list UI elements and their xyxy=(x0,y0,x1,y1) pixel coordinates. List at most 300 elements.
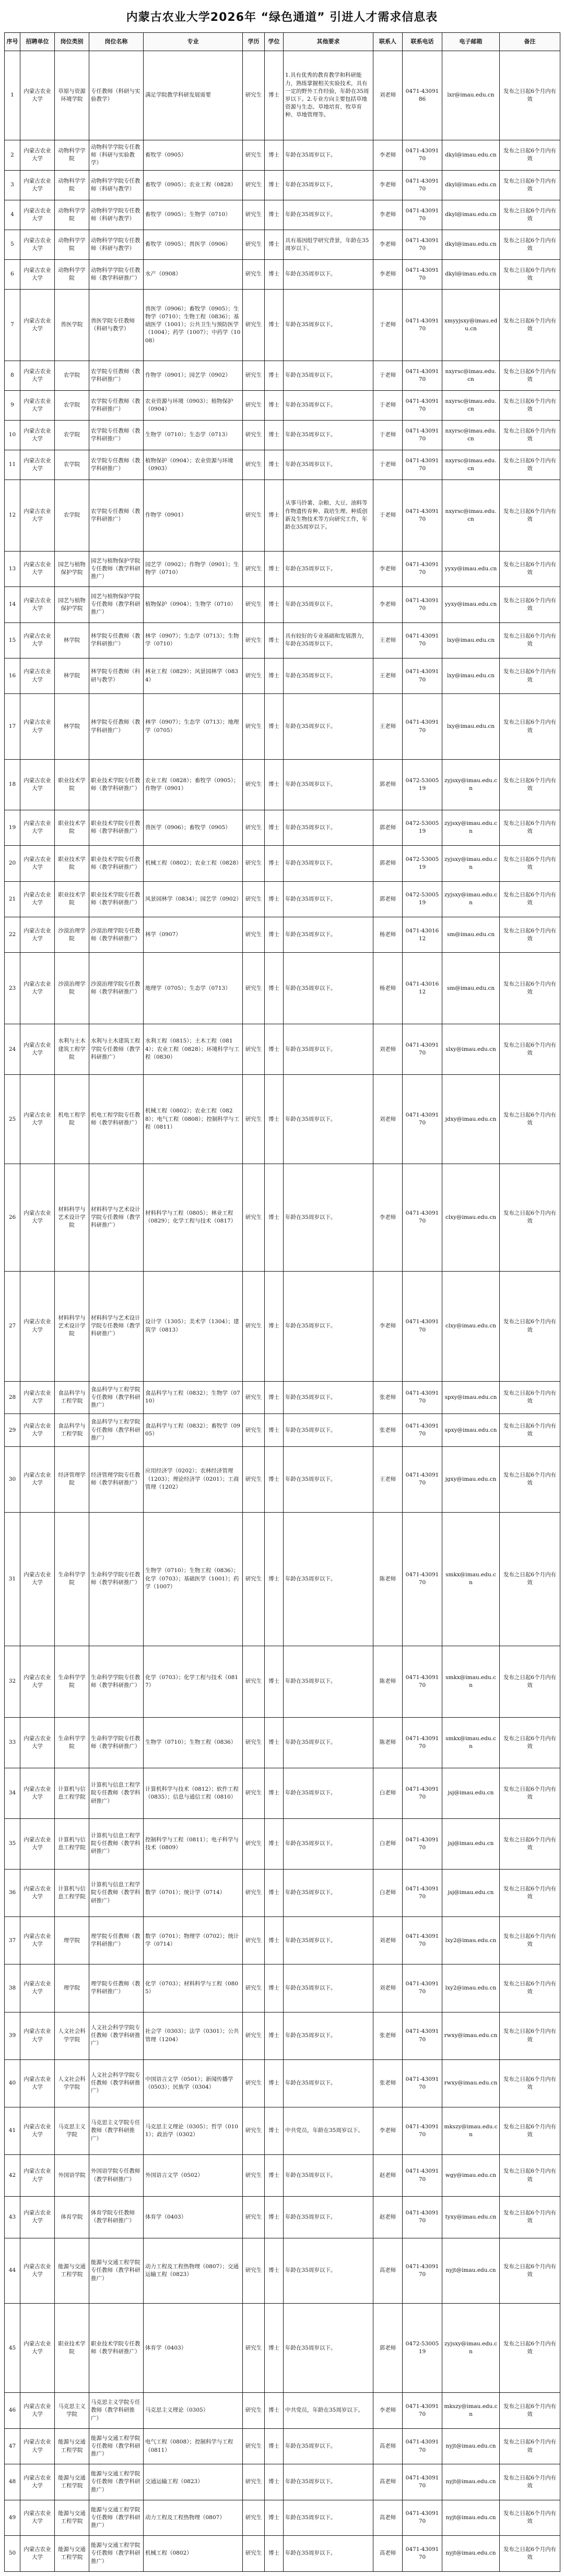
cell-phone: 0471-4309186 xyxy=(403,51,442,140)
cell-phone: 0471-4309170 xyxy=(403,1964,442,2012)
cell-edu: 研究生 xyxy=(243,1512,265,1646)
cell-edu: 研究生 xyxy=(243,289,265,361)
cell-phone: 0471-4309170 xyxy=(403,361,442,390)
cell-email[interactable]: nyjt@imau.edu.cn xyxy=(442,2428,500,2464)
cell-major: 兽医学（0906）；畜牧学（0905）；生物学（0710）；生物工程（0836）；基础医学（1001）；公共卫生与预防医学（1004）；药学（1007）；中药学（1008） xyxy=(144,289,243,361)
cell-major: 机械工程（0802）；农业工程（0828）；电气工程（0808）；控制科学与工程（0811） xyxy=(144,1075,243,1164)
cell-requirements: 年龄在35周岁以下。 xyxy=(284,694,373,759)
cell-major: 机械工程（0802） xyxy=(144,2536,243,2572)
cell-unit: 内蒙古农业大学 xyxy=(20,1717,55,1768)
cell-email[interactable]: lxy@imau.edu.cn xyxy=(442,622,500,658)
cell-major: 生物学（0710）；生物工程（0836） xyxy=(144,1717,243,1768)
cell-contact: 王老师 xyxy=(373,694,403,759)
cell-major: 动力工程及工程热物理（0807）；交通运输工程（0823） xyxy=(144,2238,243,2303)
cell-dept: 食品科学与工程学院 xyxy=(55,1414,89,1447)
cell-email[interactable]: dkyl@imau.edu.cn xyxy=(442,230,500,259)
cell-unit: 内蒙古农业大学 xyxy=(20,289,55,361)
cell-requirements: 年龄在35周岁以下。 xyxy=(284,1075,373,1164)
cell-no: 1 xyxy=(5,51,20,140)
cell-no: 38 xyxy=(5,1964,20,2012)
cell-phone: 0471-4309170 xyxy=(403,2107,442,2154)
cell-contact: 于老师 xyxy=(373,390,403,420)
cell-email[interactable]: xmyyjsxy@imau.edu.cn xyxy=(442,289,500,361)
cell-degree: 博士 xyxy=(265,259,284,289)
cell-post: 材料科学与艺术设计学院专任教师（教学科研推广） xyxy=(89,1271,144,1381)
cell-requirements: 年龄在35周岁以下。 xyxy=(284,2155,373,2197)
cell-note: 发布之日起6个月内有效 xyxy=(500,2012,560,2059)
cell-email[interactable]: dkyl@imau.edu.cn xyxy=(442,259,500,289)
cell-degree: 博士 xyxy=(265,200,284,230)
table-row xyxy=(5,1964,560,2012)
table-row xyxy=(5,2059,560,2107)
page-title: 内蒙古农业大学2026年 “绿色通道” 引进人才需求信息表 xyxy=(126,10,438,24)
cell-degree: 博士 xyxy=(265,1512,284,1646)
cell-edu: 研究生 xyxy=(243,694,265,759)
cell-phone: 0471-4309170 xyxy=(403,1869,442,1916)
cell-email[interactable]: dkyl@imau.edu.cn xyxy=(442,170,500,200)
cell-note: 发布之日起6个月内有效 xyxy=(500,1964,560,2012)
cell-unit: 内蒙古农业大学 xyxy=(20,1917,55,1964)
cell-degree: 博士 xyxy=(265,1869,284,1916)
cell-email[interactable]: nyjt@imau.edu.cn xyxy=(442,2500,500,2535)
cell-major: 林学（0907）；生态学（0713）；生物学（0710） xyxy=(144,622,243,658)
cell-unit: 内蒙古农业大学 xyxy=(20,450,55,480)
cell-dept: 林学院 xyxy=(55,658,89,693)
cell-dept: 农学院 xyxy=(55,390,89,420)
cell-phone: 0471-4309170 xyxy=(403,1075,442,1164)
cell-note: 发布之日起6个月内有效 xyxy=(500,1869,560,1916)
cell-edu: 研究生 xyxy=(243,1717,265,1768)
cell-post: 动物科学学院专任教师（科研与教学） xyxy=(89,170,144,200)
cell-note: 发布之日起6个月内有效 xyxy=(500,200,560,230)
cell-post: 马克思主义学院专任教师（教学科研推广） xyxy=(89,2393,144,2428)
recruitment-table xyxy=(4,32,560,2572)
cell-email[interactable]: lxy2@imau.edu.cn xyxy=(442,1964,500,2012)
cell-degree: 博士 xyxy=(265,1164,284,1271)
cell-note: 发布之日起6个月内有效 xyxy=(500,1447,560,1512)
cell-post: 生命科学学院专任教师（教学科研推广） xyxy=(89,1512,144,1646)
table-row xyxy=(5,881,560,917)
cell-no: 20 xyxy=(5,846,20,881)
cell-email[interactable]: sm@imau.edu.cn xyxy=(442,917,500,953)
cell-requirements: 年龄在35周岁以下。 xyxy=(284,551,373,586)
cell-email[interactable]: tyxy@imau.edu.cn xyxy=(442,2197,500,2238)
cell-degree: 博士 xyxy=(265,1381,284,1414)
cell-phone: 0471-4309170 xyxy=(403,259,442,289)
cell-degree: 博士 xyxy=(265,170,284,200)
cell-post: 食品科学与工程学院专任教师（教学科研推广） xyxy=(89,1381,144,1414)
cell-note: 发布之日起6个月内有效 xyxy=(500,420,560,450)
cell-requirements: 年龄在35周岁以下。 xyxy=(284,658,373,693)
cell-edu: 研究生 xyxy=(243,259,265,289)
cell-degree: 博士 xyxy=(265,1271,284,1381)
cell-email[interactable]: nyjt@imau.edu.cn xyxy=(442,2238,500,2303)
cell-major: 农业工程（0828）；畜牧学（0905）；作物学（0901） xyxy=(144,759,243,810)
cell-degree: 博士 xyxy=(265,2500,284,2535)
cell-unit: 内蒙古农业大学 xyxy=(20,2107,55,2154)
cell-degree: 博士 xyxy=(265,1717,284,1768)
cell-edu: 研究生 xyxy=(243,2536,265,2572)
cell-major: 化学（0703）；化学工程与技术（0817） xyxy=(144,1646,243,1718)
col-header-edu: 学历 xyxy=(243,33,265,51)
cell-dept: 林学院 xyxy=(55,694,89,759)
cell-post: 人文社会科学学院专任教师（教学科研推广） xyxy=(89,2012,144,2059)
cell-email[interactable]: mkszy@imau.edu.cn xyxy=(442,2107,500,2154)
cell-post: 外国语学院专任教师（教学科研推广） xyxy=(89,2155,144,2197)
cell-no: 45 xyxy=(5,2304,20,2393)
col-header-req: 其他要求 xyxy=(284,33,373,51)
cell-unit: 内蒙古农业大学 xyxy=(20,200,55,230)
cell-edu: 研究生 xyxy=(243,1164,265,1271)
cell-no: 43 xyxy=(5,2197,20,2238)
cell-email[interactable]: nyjt@imau.edu.cn xyxy=(442,2536,500,2572)
cell-major: 风景园林学（0834）；园艺学（0902） xyxy=(144,881,243,917)
cell-post: 职业技术学院专任教师（教学科研推广） xyxy=(89,2304,144,2393)
cell-email[interactable]: zyjsxy@imau.edu.cn xyxy=(442,810,500,845)
cell-note: 发布之日起6个月内有效 xyxy=(500,917,560,953)
cell-no: 15 xyxy=(5,622,20,658)
cell-email[interactable]: lxy@imau.edu.cn xyxy=(442,694,500,759)
cell-degree: 博士 xyxy=(265,51,284,140)
cell-edu: 研究生 xyxy=(243,2012,265,2059)
cell-post: 农学院专任教师（教学科研推广） xyxy=(89,480,144,551)
cell-email[interactable]: nxyrsc@imau.edu.cn xyxy=(442,390,500,420)
cell-no: 4 xyxy=(5,200,20,230)
cell-phone: 0471-4309170 xyxy=(403,1414,442,1447)
cell-email[interactable]: dkyl@imau.edu.cn xyxy=(442,140,500,171)
cell-no: 39 xyxy=(5,2012,20,2059)
cell-requirements: 中共党员，年龄在35周岁以下。 xyxy=(284,2107,373,2154)
cell-requirements: 年龄在35周岁以下。 xyxy=(284,2536,373,2572)
cell-edu: 研究生 xyxy=(243,1646,265,1718)
cell-edu: 研究生 xyxy=(243,361,265,390)
cell-edu: 研究生 xyxy=(243,2464,265,2500)
cell-edu: 研究生 xyxy=(243,51,265,140)
cell-dept: 计算机与信息工程学院 xyxy=(55,1768,89,1818)
cell-contact: 高老师 xyxy=(373,2500,403,2535)
cell-email[interactable]: yyxy@imau.edu.cn xyxy=(442,587,500,622)
table-row xyxy=(5,2012,560,2059)
cell-no: 8 xyxy=(5,361,20,390)
cell-post: 能源与交通工程学院专任教师（教学科研推广） xyxy=(89,2464,144,2500)
cell-phone: 0471-4309170 xyxy=(403,587,442,622)
cell-post: 农学院专任教师（教学科研推广） xyxy=(89,450,144,480)
cell-email[interactable]: mkszy@imau.edu.cn xyxy=(442,2393,500,2428)
cell-dept: 农学院 xyxy=(55,361,89,390)
cell-note: 发布之日起6个月内有效 xyxy=(500,1646,560,1718)
cell-no: 49 xyxy=(5,2500,20,2535)
cell-contact: 杨老师 xyxy=(373,953,403,1024)
cell-unit: 内蒙古农业大学 xyxy=(20,480,55,551)
cell-phone: 0471-4309170 xyxy=(403,140,442,171)
cell-dept: 能源与交通工程学院 xyxy=(55,2500,89,2535)
cell-email[interactable]: rwxy@imau.edu.cn xyxy=(442,2059,500,2107)
cell-phone: 0471-4309170 xyxy=(403,1447,442,1512)
cell-unit: 内蒙古农业大学 xyxy=(20,551,55,586)
cell-dept: 能源与交通工程学院 xyxy=(55,2428,89,2464)
cell-dept: 材料科学与艺术设计学院 xyxy=(55,1271,89,1381)
table-row xyxy=(5,658,560,693)
cell-email[interactable]: yyxy@imau.edu.cn xyxy=(442,551,500,586)
cell-degree: 博士 xyxy=(265,140,284,171)
cell-post: 理学院专任教师（教学科研推广） xyxy=(89,1917,144,1964)
cell-contact: 于老师 xyxy=(373,450,403,480)
cell-no: 5 xyxy=(5,230,20,259)
cell-edu: 研究生 xyxy=(243,200,265,230)
cell-post: 计算机与信息工程学院专任教师（教学科研推广） xyxy=(89,1768,144,1818)
cell-email[interactable]: jsj@imau.edu.cn xyxy=(442,1768,500,1818)
cell-email[interactable]: nxyrsc@imau.edu.cn xyxy=(442,480,500,551)
cell-no: 47 xyxy=(5,2428,20,2464)
cell-note: 发布之日起6个月内有效 xyxy=(500,2393,560,2428)
cell-no: 44 xyxy=(5,2238,20,2303)
cell-note: 发布之日起6个月内有效 xyxy=(500,2536,560,2572)
cell-email[interactable]: smkx@imau.edu.cn xyxy=(442,1717,500,1768)
cell-edu: 研究生 xyxy=(243,2393,265,2428)
cell-email[interactable]: zyjsxy@imau.edu.cn xyxy=(442,2304,500,2393)
cell-dept: 动物科学学院 xyxy=(55,230,89,259)
cell-contact: 陈老师 xyxy=(373,1717,403,1768)
cell-note: 发布之日起6个月内有效 xyxy=(500,1381,560,1414)
cell-dept: 动物科学学院 xyxy=(55,200,89,230)
cell-edu: 研究生 xyxy=(243,1075,265,1164)
cell-unit: 内蒙古农业大学 xyxy=(20,2197,55,2238)
cell-major: 植物保护（0904）；农业资源与环境（0903） xyxy=(144,450,243,480)
cell-edu: 研究生 xyxy=(243,917,265,953)
cell-contact: 张老师 xyxy=(373,2012,403,2059)
cell-contact: 白老师 xyxy=(373,1768,403,1818)
cell-unit: 内蒙古农业大学 xyxy=(20,51,55,140)
cell-note: 发布之日起6个月内有效 xyxy=(500,694,560,759)
cell-post: 能源与交通工程学院专任教师（教学科研推广） xyxy=(89,2536,144,2572)
cell-degree: 博士 xyxy=(265,289,284,361)
cell-contact: 陈老师 xyxy=(373,1512,403,1646)
cell-email[interactable]: zyjsxy@imau.edu.cn xyxy=(442,881,500,917)
cell-post: 职业技术学院专任教师（教学科研推广） xyxy=(89,881,144,917)
cell-note: 发布之日起6个月内有效 xyxy=(500,1818,560,1869)
cell-unit: 内蒙古农业大学 xyxy=(20,846,55,881)
cell-major: 畜牧学（0905）；生物学（0710） xyxy=(144,200,243,230)
cell-contact: 于老师 xyxy=(373,480,403,551)
cell-degree: 博士 xyxy=(265,2197,284,2238)
cell-contact: 郭老师 xyxy=(373,881,403,917)
cell-no: 22 xyxy=(5,917,20,953)
cell-contact: 张老师 xyxy=(373,1414,403,1447)
cell-degree: 博士 xyxy=(265,2012,284,2059)
cell-unit: 内蒙古农业大学 xyxy=(20,390,55,420)
table-row xyxy=(5,953,560,1024)
cell-degree: 博士 xyxy=(265,622,284,658)
cell-phone: 0471-4301612 xyxy=(403,953,442,1024)
cell-dept: 沙漠治理学院 xyxy=(55,953,89,1024)
cell-degree: 博士 xyxy=(265,2155,284,2197)
cell-email[interactable]: spxy@imau.edu.cn xyxy=(442,1414,500,1447)
cell-requirements: 从事马铃薯、杂粮、大豆、油料等作物遗传育种、栽培生理、种质创新及生物技术等方向研究工作，年龄在35周岁以下。 xyxy=(284,480,373,551)
cell-degree: 博士 xyxy=(265,2393,284,2428)
cell-edu: 研究生 xyxy=(243,587,265,622)
cell-email[interactable]: sm@imau.edu.cn xyxy=(442,953,500,1024)
cell-unit: 内蒙古农业大学 xyxy=(20,953,55,1024)
cell-major: 机械工程（0802）；农业工程（0828） xyxy=(144,846,243,881)
cell-post: 林学院专任教师（教学科研推广） xyxy=(89,622,144,658)
cell-requirements: 年龄在35周岁以下。 xyxy=(284,1414,373,1447)
cell-degree: 博士 xyxy=(265,1917,284,1964)
cell-phone: 0471-4309170 xyxy=(403,622,442,658)
cell-edu: 研究生 xyxy=(243,2238,265,2303)
cell-post: 动物科学学院专任教师（教学科研推广） xyxy=(89,259,144,289)
cell-unit: 内蒙古农业大学 xyxy=(20,230,55,259)
cell-phone: 0471-4309170 xyxy=(403,551,442,586)
cell-email[interactable]: jsj@imau.edu.cn xyxy=(442,1869,500,1916)
cell-email[interactable]: jgxy@imau.edu.cn xyxy=(442,1447,500,1512)
cell-unit: 内蒙古农业大学 xyxy=(20,881,55,917)
cell-post: 动物科学学院专任教师（科研与实验教学） xyxy=(89,140,144,171)
cell-edu: 研究生 xyxy=(243,881,265,917)
cell-contact: 陈老师 xyxy=(373,1646,403,1718)
cell-no: 34 xyxy=(5,1768,20,1818)
cell-email[interactable]: slxy@imau.edu.cn xyxy=(442,1024,500,1075)
cell-dept: 食品科学与工程学院 xyxy=(55,1381,89,1414)
cell-unit: 内蒙古农业大学 xyxy=(20,1075,55,1164)
cell-email[interactable]: nxyrsc@imau.edu.cn xyxy=(442,450,500,480)
cell-dept: 职业技术学院 xyxy=(55,759,89,810)
cell-unit: 内蒙古农业大学 xyxy=(20,587,55,622)
cell-no: 6 xyxy=(5,259,20,289)
cell-dept: 动物科学学院 xyxy=(55,259,89,289)
cell-contact: 郭老师 xyxy=(373,846,403,881)
cell-email[interactable]: zyjsxy@imau.edu.cn xyxy=(442,846,500,881)
cell-requirements: 年龄在35周岁以下。 xyxy=(284,1768,373,1818)
cell-email[interactable]: jdxy@imau.edu.cn xyxy=(442,1075,500,1164)
cell-degree: 博士 xyxy=(265,2304,284,2393)
cell-unit: 内蒙古农业大学 xyxy=(20,1964,55,2012)
cell-note: 发布之日起6个月内有效 xyxy=(500,1075,560,1164)
cell-edu: 研究生 xyxy=(243,2155,265,2197)
cell-dept: 能源与交通工程学院 xyxy=(55,2238,89,2303)
cell-major: 食品科学与工程（0832）；畜牧学（0905） xyxy=(144,1414,243,1447)
cell-major: 作物学（0901） xyxy=(144,480,243,551)
cell-edu: 研究生 xyxy=(243,1768,265,1818)
cell-major: 园艺学（0902）；作物学（0901）；生物学（0710） xyxy=(144,551,243,586)
cell-phone: 0471-4309170 xyxy=(403,480,442,551)
cell-dept: 动物科学学院 xyxy=(55,170,89,200)
table-row xyxy=(5,289,560,361)
cell-post: 食品科学与工程学院专任教师（教学科研推广） xyxy=(89,1414,144,1447)
cell-contact: 高老师 xyxy=(373,2536,403,2572)
cell-no: 21 xyxy=(5,881,20,917)
cell-note: 发布之日起6个月内有效 xyxy=(500,810,560,845)
cell-contact: 李老师 xyxy=(373,230,403,259)
cell-email[interactable]: smkx@imau.edu.cn xyxy=(442,1646,500,1718)
cell-note: 发布之日起6个月内有效 xyxy=(500,1164,560,1271)
cell-contact: 赵老师 xyxy=(373,2155,403,2197)
cell-degree: 博士 xyxy=(265,1768,284,1818)
cell-phone: 0471-4309170 xyxy=(403,2536,442,2572)
cell-contact: 白老师 xyxy=(373,1818,403,1869)
cell-dept: 园艺与植物保护学院 xyxy=(55,551,89,586)
cell-email[interactable]: spxy@imau.edu.cn xyxy=(442,1381,500,1414)
cell-phone: 0472-5300519 xyxy=(403,759,442,810)
cell-dept: 职业技术学院 xyxy=(55,881,89,917)
cell-email[interactable]: lxr@imau.edu.cn xyxy=(442,51,500,140)
col-header-contact: 联系人 xyxy=(373,33,403,51)
cell-edu: 研究生 xyxy=(243,140,265,171)
cell-post: 能源与交通工程学院专任教师（教学科研推广） xyxy=(89,2238,144,2303)
cell-dept: 园艺与植物保护学院 xyxy=(55,587,89,622)
cell-unit: 内蒙古农业大学 xyxy=(20,1381,55,1414)
cell-note: 发布之日起6个月内有效 xyxy=(500,2500,560,2535)
cell-email[interactable]: clxy@imau.edu.cn xyxy=(442,1164,500,1271)
cell-unit: 内蒙古农业大学 xyxy=(20,917,55,953)
col-header-dept: 岗位类别 xyxy=(55,33,89,51)
cell-phone: 0471-4309170 xyxy=(403,1646,442,1718)
cell-note: 发布之日起6个月内有效 xyxy=(500,551,560,586)
cell-email[interactable]: jsj@imau.edu.cn xyxy=(442,1818,500,1869)
cell-email[interactable]: zyjsxy@imau.edu.cn xyxy=(442,759,500,810)
cell-requirements: 年龄在35周岁以下。 xyxy=(284,2500,373,2535)
cell-email[interactable]: smkx@imau.edu.cn xyxy=(442,1512,500,1646)
cell-requirements: 年龄在35周岁以下。 xyxy=(284,1964,373,2012)
cell-email[interactable]: nxyrsc@imau.edu.cn xyxy=(442,420,500,450)
cell-edu: 研究生 xyxy=(243,1447,265,1512)
cell-dept: 人文社会科学学院 xyxy=(55,2012,89,2059)
cell-no: 50 xyxy=(5,2536,20,2572)
cell-note: 发布之日起6个月内有效 xyxy=(500,1414,560,1447)
table-row xyxy=(5,2107,560,2154)
cell-note: 发布之日起6个月内有效 xyxy=(500,1717,560,1768)
cell-post: 农学院专任教师（教学科研推广） xyxy=(89,420,144,450)
cell-email[interactable]: nxyrsc@imau.edu.cn xyxy=(442,361,500,390)
cell-post: 林学院专任教师（科研与教学） xyxy=(89,658,144,693)
table-row xyxy=(5,622,560,658)
cell-edu: 研究生 xyxy=(243,810,265,845)
cell-no: 18 xyxy=(5,759,20,810)
cell-major: 外国语言文学（0502） xyxy=(144,2155,243,2197)
cell-contact: 张老师 xyxy=(373,1381,403,1414)
table-header-row xyxy=(5,33,560,51)
cell-unit: 内蒙古农业大学 xyxy=(20,2464,55,2500)
cell-no: 13 xyxy=(5,551,20,586)
cell-post: 理学院专任教师（教学科研推广） xyxy=(89,1964,144,2012)
cell-major: 体育学（0403） xyxy=(144,2304,243,2393)
cell-edu: 研究生 xyxy=(243,1964,265,2012)
cell-degree: 博士 xyxy=(265,587,284,622)
cell-email[interactable]: nyjt@imau.edu.cn xyxy=(442,2464,500,2500)
cell-no: 9 xyxy=(5,390,20,420)
cell-degree: 博士 xyxy=(265,1075,284,1164)
cell-degree: 博士 xyxy=(265,230,284,259)
cell-phone: 0471-4309170 xyxy=(403,2012,442,2059)
cell-email[interactable]: wgy@imau.edu.cn xyxy=(442,2155,500,2197)
cell-edu: 研究生 xyxy=(243,658,265,693)
cell-no: 16 xyxy=(5,658,20,693)
cell-dept: 体育学院 xyxy=(55,2197,89,2238)
cell-email[interactable]: lxy2@imau.edu.cn xyxy=(442,1917,500,1964)
cell-email[interactable]: rwxy@imau.edu.cn xyxy=(442,2012,500,2059)
cell-email[interactable]: clxy@imau.edu.cn xyxy=(442,1271,500,1381)
cell-no: 28 xyxy=(5,1381,20,1414)
cell-unit: 内蒙古农业大学 xyxy=(20,2428,55,2464)
cell-email[interactable]: lxy@imau.edu.cn xyxy=(442,658,500,693)
table-row xyxy=(5,1381,560,1414)
cell-email[interactable]: dkyl@imau.edu.cn xyxy=(442,200,500,230)
cell-edu: 研究生 xyxy=(243,1381,265,1414)
cell-phone: 0471-4309170 xyxy=(403,1024,442,1075)
cell-note: 发布之日起6个月内有效 xyxy=(500,2428,560,2464)
cell-requirements: 年龄在35周岁以下。 xyxy=(284,881,373,917)
cell-edu: 研究生 xyxy=(243,1869,265,1916)
cell-contact: 刘老师 xyxy=(373,1075,403,1164)
